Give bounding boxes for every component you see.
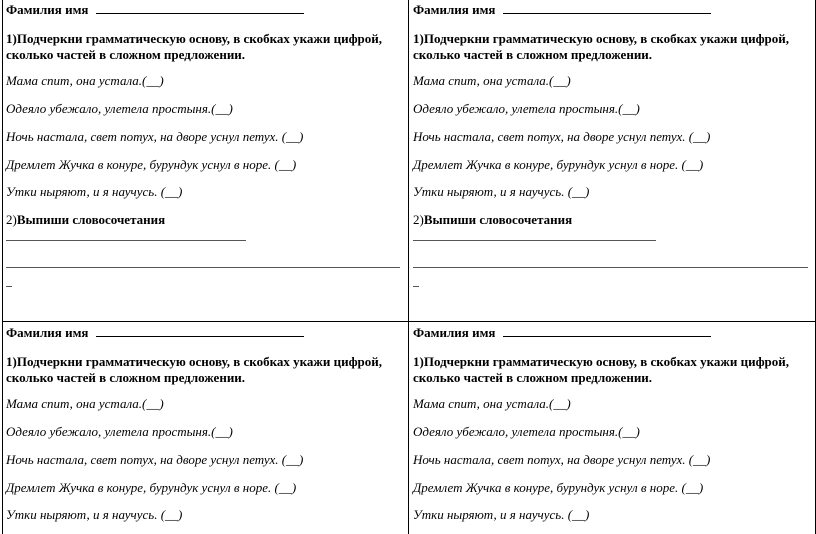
name-label: Фамилия имя <box>6 325 89 340</box>
task1-instruction-line2: сколько частей в сложном предложении. <box>6 370 246 385</box>
sentence-5: Утки ныряют, и я научусь. (__) <box>413 184 590 199</box>
name-answer-line[interactable] <box>96 325 304 337</box>
card-top-left <box>6 0 406 320</box>
sentence-4: Дремлет Жучка в конуре, бурундук уснул в норе. (__) <box>6 157 297 172</box>
name-label: Фамилия имя <box>413 2 496 17</box>
name-answer-line[interactable] <box>503 325 711 337</box>
task1-instruction-line1: 1)Подчеркни грамматическую основу, в скобках укажи цифрой, <box>6 31 383 46</box>
name-answer-line[interactable] <box>503 2 711 14</box>
sentence-2: Одеяло убежало, улетела простыня.(__) <box>6 101 233 116</box>
sentence-3: Ночь настала, свет потух, на дворе уснул петух. (__) <box>413 452 711 467</box>
task2-number: 2) <box>413 212 424 227</box>
sentence-4: Дремлет Жучка в конуре, бурундук уснул в норе. (__) <box>6 480 297 495</box>
card-top-right <box>413 0 813 320</box>
task1-instruction-line1: 1)Подчеркни грамматическую основу, в скобках укажи цифрой, <box>413 354 790 369</box>
answer-line-1[interactable] <box>413 240 656 241</box>
card-bottom-left <box>6 322 406 534</box>
sentence-4: Дремлет Жучка в конуре, бурундук уснул в норе. (__) <box>413 480 704 495</box>
task2-label: Выпиши словосочетания <box>16 212 166 227</box>
answer-line-1[interactable] <box>6 240 246 241</box>
name-label: Фамилия имя <box>6 2 89 17</box>
task1-instruction-line1: 1)Подчеркни грамматическую основу, в скобках укажи цифрой, <box>6 354 383 369</box>
name-answer-line[interactable] <box>96 2 304 14</box>
answer-line-2[interactable] <box>6 267 400 268</box>
sentence-4: Дремлет Жучка в конуре, бурундук уснул в норе. (__) <box>413 157 704 172</box>
sentence-2: Одеяло убежало, улетела простыня.(__) <box>413 424 640 439</box>
sentence-5: Утки ныряют, и я научусь. (__) <box>6 507 183 522</box>
sentence-5: Утки ныряют, и я научусь. (__) <box>6 184 183 199</box>
middle-divider <box>408 0 409 534</box>
task1-instruction-line2: сколько частей в сложном предложении. <box>413 47 653 62</box>
name-label: Фамилия имя <box>413 325 496 340</box>
answer-line-3[interactable] <box>413 286 419 287</box>
left-border <box>2 0 3 534</box>
answer-line-2[interactable] <box>413 267 808 268</box>
sentence-1: Мама спит, она устала.(__) <box>6 396 164 411</box>
answer-line-3[interactable] <box>6 286 12 287</box>
card-bottom-right <box>413 322 813 534</box>
sentence-3: Ночь настала, свет потух, на дворе уснул петух. (__) <box>6 129 304 144</box>
sentence-2: Одеяло убежало, улетела простыня.(__) <box>413 101 640 116</box>
sentence-1: Мама спит, она устала.(__) <box>413 396 571 411</box>
task1-instruction-line2: сколько частей в сложном предложении. <box>6 47 246 62</box>
sentence-3: Ночь настала, свет потух, на дворе уснул петух. (__) <box>413 129 711 144</box>
task2-label: Выпиши словосочетания <box>423 212 573 227</box>
task1-instruction-line2: сколько частей в сложном предложении. <box>413 370 653 385</box>
sentence-2: Одеяло убежало, улетела простыня.(__) <box>6 424 233 439</box>
task2-number: 2) <box>6 212 17 227</box>
sentence-1: Мама спит, она устала.(__) <box>413 73 571 88</box>
task1-instruction-line1: 1)Подчеркни грамматическую основу, в скобках укажи цифрой, <box>413 31 790 46</box>
sentence-3: Ночь настала, свет потух, на дворе уснул петух. (__) <box>6 452 304 467</box>
sentence-5: Утки ныряют, и я научусь. (__) <box>413 507 590 522</box>
sentence-1: Мама спит, она устала.(__) <box>6 73 164 88</box>
